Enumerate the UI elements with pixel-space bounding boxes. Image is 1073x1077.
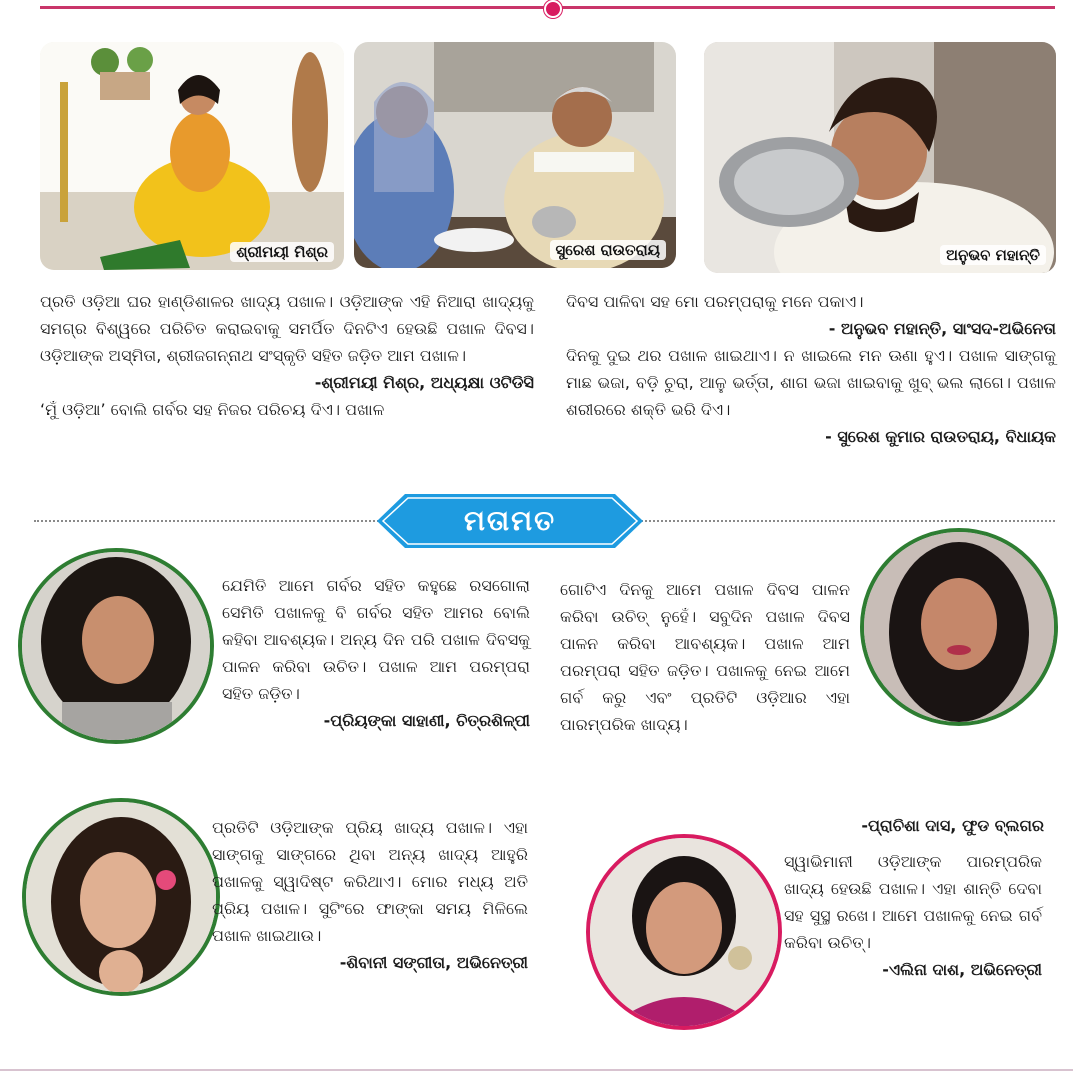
article-signature: - ଅନୁଭବ ମହାନ୍ତି, ସାଂସଦ-ଅଭିନେତା xyxy=(828,319,1056,338)
opinion-signature: -ପ୍ରିୟଙ୍କା ସାହାଣୀ, ଚିତ୍ରଶିଳ୍ପୀ xyxy=(323,711,530,730)
bottom-rule xyxy=(0,1069,1073,1071)
photo-anubhav-mohanty xyxy=(704,42,1056,273)
article-paragraph: ‘ମୁଁ ଓଡ଼ିଆ’ ବୋଲି ଗର୍ବର ସହ ନିଜର ପରିଚୟ ଦିଏ। ପଖାଳ xyxy=(40,400,385,419)
photo-anubhav-mohanty-image xyxy=(704,42,1056,273)
avatar-image xyxy=(26,802,216,992)
avatar-image xyxy=(864,532,1054,722)
article-signature: - ସୁରେଶ କୁମାର ରାଉତରାୟ, ବିଧାୟକ xyxy=(825,427,1056,446)
photo-suresh-routray xyxy=(354,42,676,268)
opinion-elina-dash xyxy=(784,848,1042,983)
opinion-signature: -ଶିବାନୀ ସଙ୍ଗୀତା, ଅଭିନେତ୍ରୀ xyxy=(339,953,528,972)
photo-caption: ଶ୍ରୀମୟୀ ମିଶ୍ର xyxy=(230,242,334,262)
avatar-priyanka-sahani xyxy=(18,548,214,744)
opinion-text: ଯେମିତି ଆମେ ଗର୍ବର ସହିତ କହୁଛେ ରସଗୋଲା ସେମିତି ପଖାଳକୁ ବି ଗର୍ବର ସହିତ ଆମର ବୋଲି କହିବା ଆବଶ୍ୟକ। ଅନ୍ୟ ଦିନ ପରି ପଖାଳ ଦିବସକୁ ପାଳନ କରିବା ଉଚିତ। ପଖାଳ ଆମ ପରମ୍ପରା ସହିତ ଜଡ଼ିତ। xyxy=(222,576,530,703)
photo-caption: ଅନୁଭବ ମହାନ୍ତି xyxy=(940,245,1046,265)
section-banner-title: ମତାମତ xyxy=(463,504,557,537)
opinion-prachisha-das-signature-block xyxy=(560,812,1044,839)
photo-sreemayee-mishra-image xyxy=(40,42,344,270)
avatar-prachisha-das xyxy=(860,528,1058,726)
article-paragraph: ଦିବସ ପାଳିବା ସହ ମୋ ପରମ୍ପରାକୁ ମନେ ପକାଏ। xyxy=(566,292,864,311)
avatar-elina-dash xyxy=(586,834,782,1030)
avatar-image xyxy=(22,552,210,740)
photo-caption: ସୁରେଶ ରାଉତରାୟ xyxy=(550,240,666,260)
opinion-text: ଗୋଟିଏ ଦିନକୁ ଆମେ ପଖାଳ ଦିବସ ପାଳନ କରିବା ଉଚିତ୍ ନୁହେଁ। ସବୁଦିନ ପଖାଳ ଦିବସ ପାଳନ କରିବା ଆବଶ୍ୟକ। ପଖାଳ ଆମ ପରମ୍ପରା ସହିତ ଜଡ଼ିତ। ପଖାଳକୁ ନେଇ ଆମେ ଗର୍ବ କରୁ ଏବଂ ପ୍ରତିଟି ଓଡ଼ିଆର ଏହା ପାରମ୍ପରିକ ଖାଦ୍ୟ। xyxy=(560,580,850,734)
photo-sreemayee-mishra xyxy=(40,42,344,270)
opinion-text: ସ୍ୱାଭିମାନୀ ଓଡ଼ିଆଙ୍କ ପାରମ୍ପରିକ ଖାଦ୍ୟ ହେଉଛି ପଖାଳ। ଏହା ଶାନ୍ତି ଦେବା ସହ ସୁସ୍ଥ ରଖେ। ଆମେ ପଖାଳକୁ ନେଇ ଗର୍ବ କରିବା ଉଚିତ୍। xyxy=(784,852,1042,952)
opinion-shivani-sangita xyxy=(212,814,528,976)
opinion-priyanka-sahani xyxy=(222,572,530,734)
opinion-text: ପ୍ରତିଟି ଓଡ଼ିଆଙ୍କ ପ୍ରିୟ ଖାଦ୍ୟ ପଖାଳ। ଏହା ସାଙ୍ଗକୁ ସାଙ୍ଗରେ ଥିବା ଅନ୍ୟ ଖାଦ୍ୟ ଆହୁରି ପଖାଳକୁ ସ୍ୱାଦିଷ୍ଟ କରିଥାଏ। ମୋର ମଧ୍ୟ ଅତି ପ୍ରିୟ ପଖାଳ। ସୁଟିଂରେ ଫାଙ୍କା ସମୟ ମିଳିଲେ ପଖାଳ ଖାଇଥାଉ। xyxy=(212,818,528,945)
article-paragraph: ପ୍ରତି ଓଡ଼ିଆ ଘର ହାଣ୍ଡିଶାଳର ଖାଦ୍ୟ ପଖାଳ। ଓଡ଼ିଆଙ୍କ ଏହି ନିଆରା ଖାଦ୍ୟକୁ ସମଗ୍ର ବିଶ୍ୱରେ ପରିଚିତ କରାଇବାକୁ ସମର୍ପିତ ଦିନଟିଏ ହେଉଛି ପଖାଳ ଦିବସ। ଓଡ଼ିଆଙ୍କ ଅସ୍ମିତା, ଶ୍ରୀଜଗନ୍ନାଥ ସଂସ୍କୃତି ସହିତ ଜଡ଼ିତ ଆମ ପଖାଳ। xyxy=(40,292,534,365)
article-left-column xyxy=(40,288,534,423)
opinion-signature: -ଏଲିନା ଦାଶ, ଅଭିନେତ୍ରୀ xyxy=(882,960,1042,979)
photo-suresh-routray-image xyxy=(354,42,676,268)
article-signature: -ଶ୍ରୀମୟୀ ମିଶ୍ର, ଅଧ୍ୟକ୍ଷା ଓଟିଡିସି xyxy=(314,373,534,392)
avatar-shivani-sangita xyxy=(22,798,220,996)
top-rule-dot xyxy=(544,0,562,18)
opinion-signature: -ପ୍ରାଚିଶା ଦାସ, ଫୁଡ ବ୍ଲଗର xyxy=(861,816,1044,835)
article-paragraph: ଦିନକୁ ଦୁଇ ଥର ପଖାଳ ଖାଇଥାଏ। ନ ଖାଇଲେ ମନ ଊଣା ହୁଏ। ପଖାଳ ସାଙ୍ଗକୁ ମାଛ ଭଜା, ବଡ଼ି ଚୁରା, ଆଳୁ ଭର୍ତ୍ତା, ଶାଗ ଭଜା ଖାଇବାକୁ ଖୁବ୍ ଭଲ ଲାଗେ। ପଖାଳ ଶରୀରରେ ଶକ୍ତି ଭରି ଦିଏ। xyxy=(566,346,1056,419)
avatar-image xyxy=(590,838,778,1026)
opinion-prachisha-das xyxy=(560,576,850,738)
article-right-column xyxy=(566,288,1056,450)
